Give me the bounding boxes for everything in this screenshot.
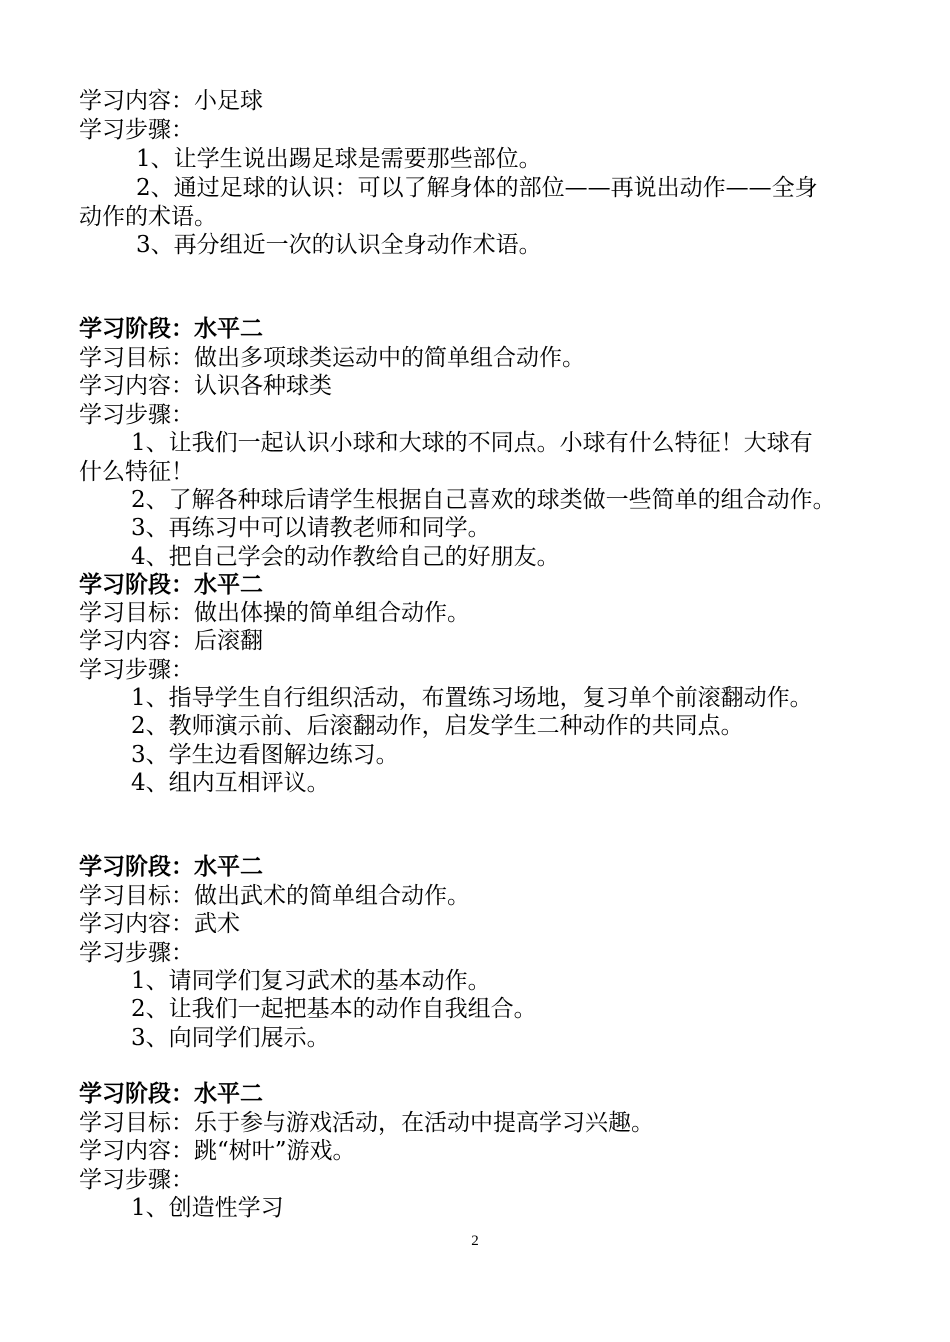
- learning-content: 学习内容：认识各种球类: [79, 373, 332, 399]
- learning-stage-heading: 学习阶段：水平二: [79, 1080, 263, 1107]
- steps-label: 学习步骤：: [79, 117, 194, 143]
- step-item-continuation: 什么特征！: [79, 459, 194, 485]
- learning-goal: 学习目标：做出体操的简单组合动作。: [79, 600, 470, 626]
- step-item: 1、让学生说出踢足球是需要那些部位。: [136, 146, 542, 172]
- steps-label: 学习步骤：: [79, 657, 194, 683]
- learning-stage-heading: 学习阶段：水平二: [79, 571, 263, 598]
- step-item: 3、再练习中可以请教老师和同学。: [131, 515, 491, 541]
- step-item: 1、让我们一起认识小球和大球的不同点。小球有什么特征！大球有: [131, 430, 813, 456]
- learning-content: 学习内容：后滚翻: [79, 628, 263, 654]
- learning-content: 学习内容：武术: [79, 911, 240, 937]
- steps-label: 学习步骤：: [79, 1167, 194, 1193]
- learning-stage-heading: 学习阶段：水平二: [79, 315, 263, 342]
- step-item: 3、学生边看图解边练习。: [131, 742, 399, 768]
- step-item: 2、教师演示前、后滚翻动作，启发学生二种动作的共同点。: [131, 713, 744, 739]
- learning-content: 学习内容：跳“树叶”游戏。: [79, 1138, 356, 1164]
- step-item: 4、把自己学会的动作教给自己的好朋友。: [131, 544, 560, 570]
- step-item: 4、组内互相评议。: [131, 770, 330, 796]
- learning-goal: 学习目标：做出武术的简单组合动作。: [79, 883, 470, 909]
- learning-content: 学习内容：小足球: [79, 88, 263, 114]
- learning-stage-heading: 学习阶段：水平二: [79, 853, 263, 880]
- step-item: 2、让我们一起把基本的动作自我组合。: [131, 996, 537, 1022]
- steps-label: 学习步骤：: [79, 940, 194, 966]
- steps-label: 学习步骤：: [79, 402, 194, 428]
- step-item: 1、请同学们复习武术的基本动作。: [131, 968, 491, 994]
- page-number: 2: [471, 1233, 479, 1249]
- step-item: 3、再分组近一次的认识全身动作术语。: [136, 232, 542, 258]
- step-item: 1、指导学生自行组织活动，布置练习场地，复习单个前滚翻动作。: [131, 685, 813, 711]
- step-item: 2、通过足球的认识：可以了解身体的部位——再说出动作——全身: [136, 175, 818, 201]
- step-item: 3、向同学们展示。: [131, 1025, 330, 1051]
- learning-goal: 学习目标：做出多项球类运动中的简单组合动作。: [79, 345, 585, 371]
- learning-goal: 学习目标：乐于参与游戏活动，在活动中提高学习兴趣。: [79, 1110, 654, 1136]
- step-item-continuation: 动作的术语。: [79, 204, 217, 230]
- step-item: 2、了解各种球后请学生根据自己喜欢的球类做一些简单的组合动作。: [131, 487, 836, 513]
- step-item: 1、创造性学习: [131, 1195, 284, 1221]
